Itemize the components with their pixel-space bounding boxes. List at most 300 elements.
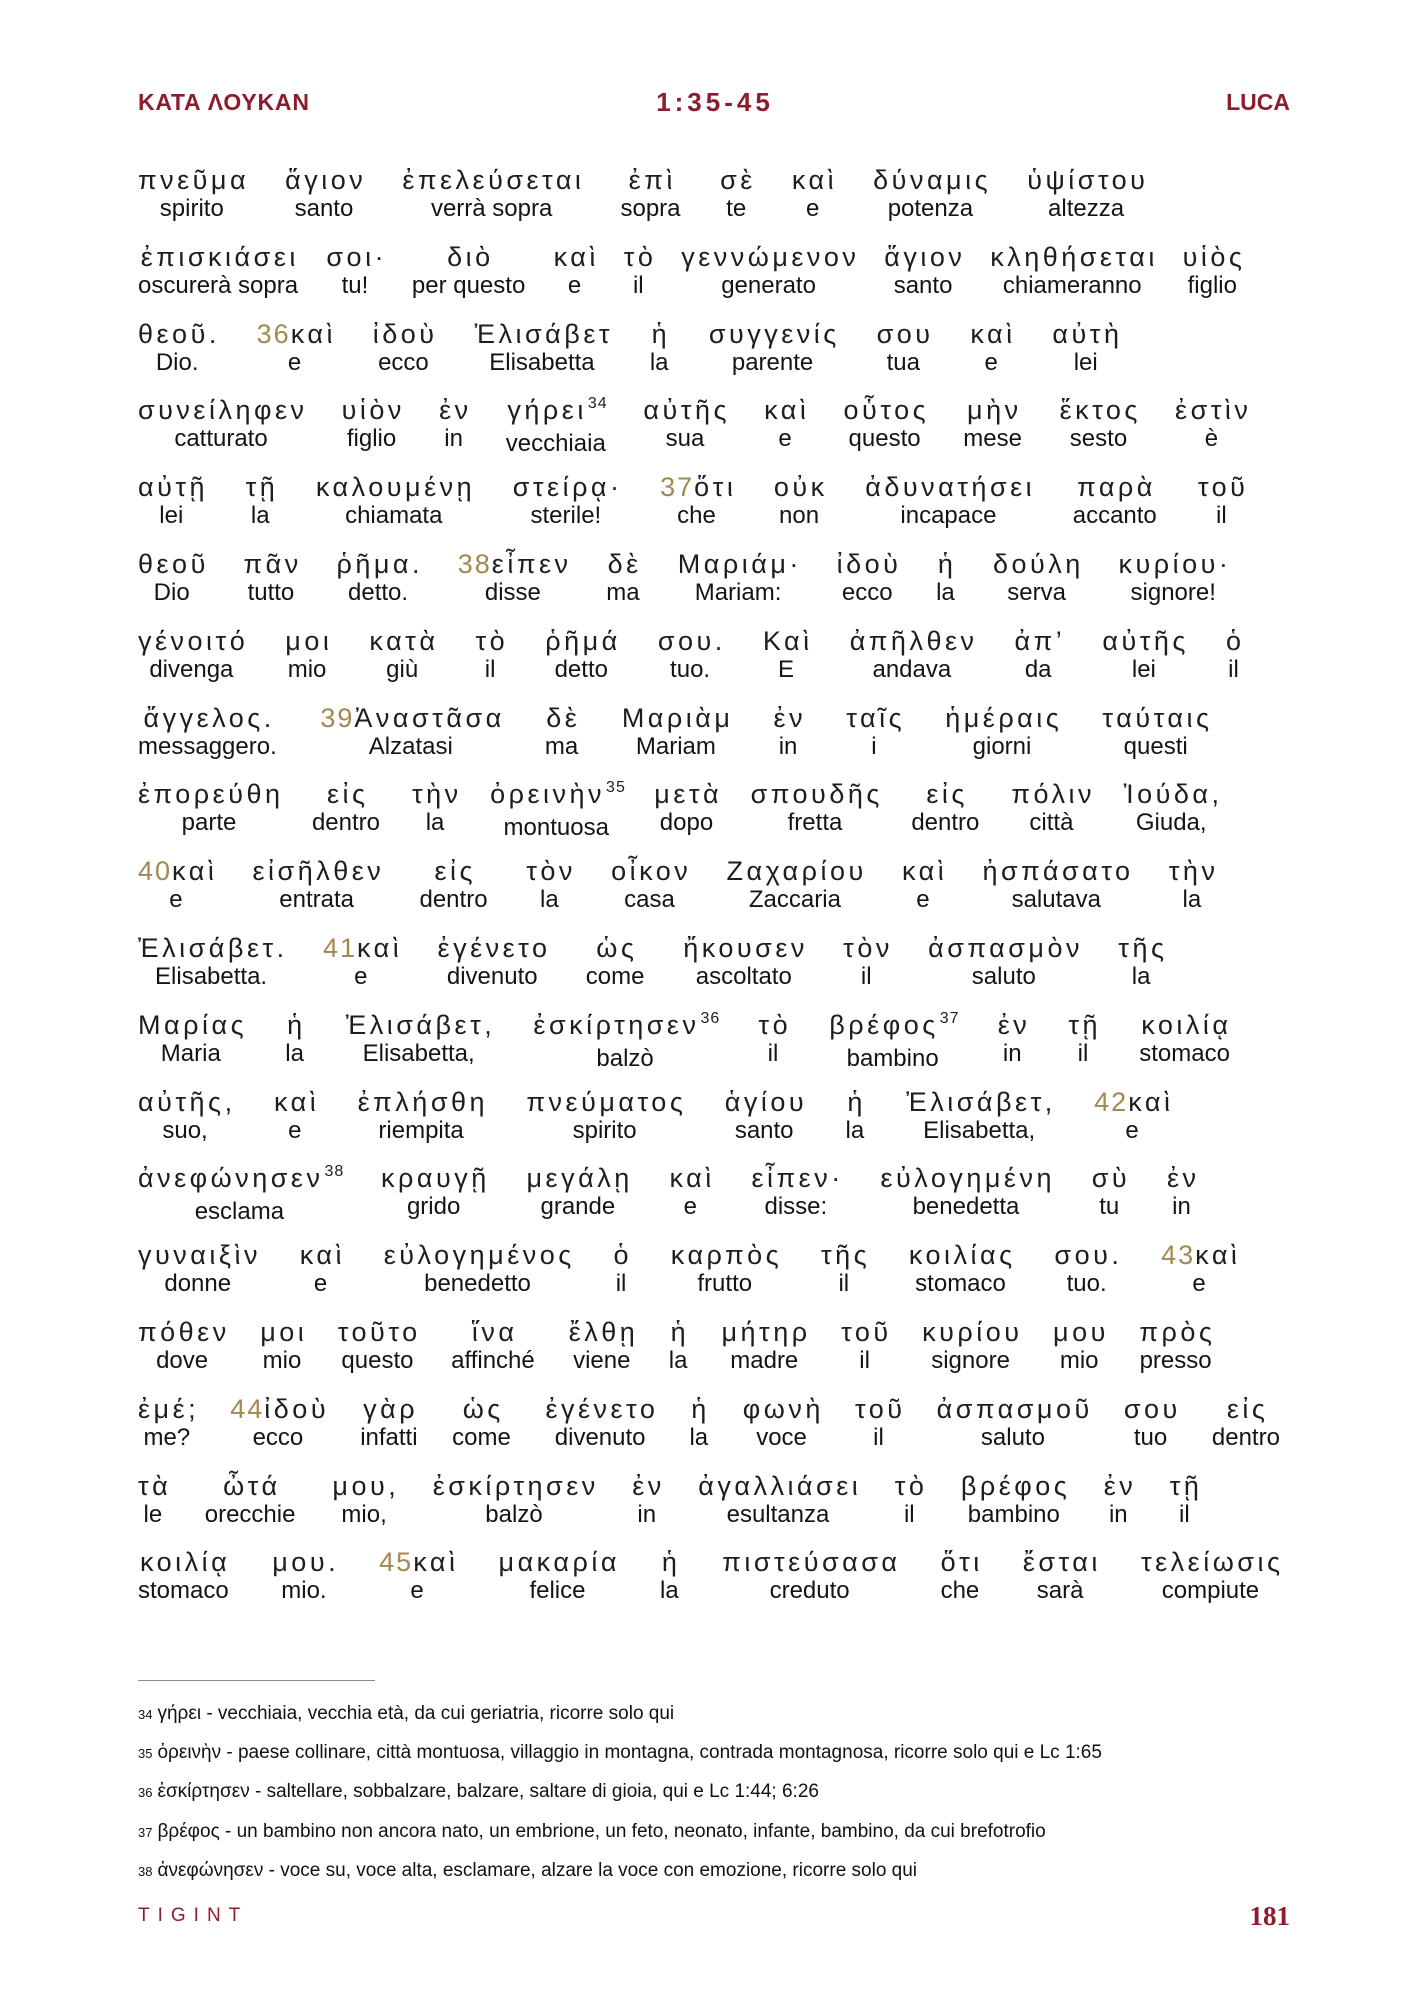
italian-gloss: santo	[734, 1116, 794, 1144]
word-pair	[138, 779, 284, 837]
greek-text: ἐγένετο	[437, 932, 551, 963]
greek-word	[513, 472, 623, 502]
greek-word	[837, 549, 902, 579]
greek-word	[138, 1471, 171, 1501]
interlinear-row	[138, 1547, 1284, 1624]
footnote-text: ἀνεφώνησεν - voce su, voce alta, esclamare, alzare la voce con emozione, ricorre solo qui	[157, 1859, 918, 1881]
italian-gloss: in	[637, 1500, 657, 1528]
greek-word	[926, 779, 968, 809]
italian-gloss: divenuto	[554, 1423, 646, 1451]
greek-text: ὡς	[596, 932, 638, 963]
word-pair	[865, 472, 1036, 530]
footnote	[138, 1695, 1290, 1734]
italian-gloss: me?	[143, 1423, 191, 1451]
greek-text: κοιλίᾳ	[139, 1547, 231, 1578]
italian-gloss: e	[778, 425, 792, 453]
greek-text: στείρᾳ·	[512, 472, 623, 503]
greek-text: ὅτι	[940, 1547, 983, 1578]
greek-word	[1169, 856, 1219, 886]
greek-text: δύναμις	[873, 165, 992, 195]
word-pair	[138, 1163, 345, 1226]
word-pair	[273, 1086, 320, 1144]
italian-gloss: altezza	[1048, 195, 1125, 222]
italian-gloss: il	[859, 1346, 870, 1374]
italian-gloss: e	[806, 195, 820, 222]
italian-gloss: madre	[730, 1346, 799, 1374]
italian-gloss: E	[777, 655, 794, 683]
italian-gloss: Dio	[153, 578, 190, 606]
greek-word	[608, 549, 642, 579]
greek-text: ἡ	[691, 1393, 710, 1424]
italian-gloss: il	[1179, 1500, 1190, 1528]
italian-gloss: verrà sopra	[430, 195, 553, 222]
greek-word	[622, 703, 734, 733]
word-pair	[545, 1393, 659, 1451]
italian-gloss: e	[567, 271, 582, 299]
italian-gloss: entrata	[279, 886, 355, 914]
greek-word	[873, 165, 991, 195]
word-pair	[722, 1547, 901, 1605]
word-pair	[660, 472, 737, 530]
greek-word	[246, 472, 279, 502]
italian-gloss: e	[169, 886, 183, 914]
interlinear-row	[138, 548, 1232, 626]
italian-gloss: e	[288, 1116, 302, 1144]
interlinear-row	[138, 1086, 1174, 1164]
greek-word	[1077, 472, 1156, 502]
greek-word	[751, 779, 883, 809]
greek-text: δὲ	[546, 702, 581, 733]
greek-text: μὴν	[967, 395, 1022, 426]
italian-gloss: viene	[573, 1346, 631, 1374]
greek-word	[1139, 1317, 1215, 1347]
greek-word	[138, 165, 249, 195]
italian-gloss: la	[1182, 886, 1202, 914]
italian-gloss: esclama	[194, 1198, 285, 1226]
italian-gloss: e	[410, 1577, 424, 1605]
greek-text: οἶκον	[611, 856, 692, 887]
footnote-text: βρέφος - un bambino non ancora nato, un embrione, un feto, neonato, infante, bambino, da cui brefotrofio	[157, 1820, 1046, 1842]
italian-gloss: il	[1216, 502, 1227, 530]
word-pair	[992, 548, 1084, 606]
interlinear-row	[138, 1010, 1230, 1087]
greek-text: ἐσκίρτησεν	[533, 1009, 700, 1040]
word-pair	[1053, 1316, 1109, 1374]
greek-text: γὰρ	[363, 1393, 419, 1424]
greek-word	[223, 1471, 280, 1501]
italian-gloss: grido	[406, 1193, 461, 1221]
greek-word	[1068, 1010, 1101, 1040]
italian-gloss: la	[936, 578, 955, 606]
greek-text: ἡ	[670, 1316, 690, 1347]
italian-gloss: la	[689, 1423, 709, 1451]
greek-word	[138, 319, 220, 349]
word-pair	[544, 702, 581, 760]
word-pair	[843, 932, 893, 990]
greek-word	[433, 1471, 599, 1501]
word-pair	[336, 548, 424, 606]
greek-word	[865, 472, 1035, 502]
italian-gloss: mio	[1059, 1346, 1099, 1374]
footnote-ref: 37	[939, 1009, 960, 1027]
greek-text: τοῦ	[841, 1316, 892, 1347]
italian-gloss: sterile!	[530, 502, 602, 530]
greek-word	[138, 395, 308, 425]
word-pair	[970, 318, 1016, 376]
greek-word	[1119, 549, 1232, 579]
greek-word	[691, 1394, 710, 1424]
italian-gloss: Mariam:	[694, 578, 782, 606]
greek-word	[722, 1547, 900, 1577]
word-pair	[657, 625, 726, 683]
word-pair	[742, 1393, 824, 1451]
greek-word	[402, 165, 584, 195]
word-pair	[138, 318, 220, 376]
word-pair	[205, 1471, 296, 1528]
word-pair	[138, 1316, 230, 1374]
italian-gloss: balzò	[596, 1044, 654, 1072]
greek-word	[379, 1547, 458, 1577]
greek-text: τῇ	[245, 472, 279, 503]
greek-text: καὶ	[791, 165, 838, 195]
greek-word	[850, 626, 978, 656]
italian-gloss: la	[539, 886, 559, 914]
word-pair	[773, 472, 828, 530]
word-pair	[138, 856, 218, 914]
greek-text: Ἐλισάβετ.	[138, 932, 288, 963]
verse-number: 38	[457, 548, 492, 579]
word-pair	[402, 165, 585, 222]
greek-word	[300, 1240, 345, 1270]
word-pair	[724, 1086, 808, 1144]
greek-text: ἐμέ;	[138, 1393, 200, 1424]
greek-word	[678, 549, 802, 579]
word-pair	[936, 1393, 1093, 1451]
greek-word	[671, 1240, 782, 1270]
word-pair	[312, 779, 380, 836]
greek-text: ἁγίου	[724, 1086, 808, 1117]
italian-gloss: infatti	[360, 1423, 418, 1451]
greek-text: ῥῆμα.	[336, 548, 424, 579]
greek-word	[611, 856, 691, 886]
italian-gloss: presso	[1139, 1346, 1212, 1374]
greek-word	[138, 933, 288, 963]
greek-text: καὶ	[299, 1240, 345, 1271]
italian-gloss: ecco	[378, 348, 429, 376]
word-pair	[849, 625, 978, 683]
word-pair	[457, 548, 572, 606]
word-pair	[669, 1317, 688, 1374]
greek-text: πᾶν	[243, 548, 302, 579]
italian-gloss: riempita	[378, 1116, 464, 1144]
greek-text: Ἰούδα,	[1123, 779, 1223, 810]
italian-gloss: Dio.	[155, 348, 199, 376]
word-pair	[138, 395, 308, 453]
word-pair	[841, 1316, 892, 1374]
greek-word	[230, 1394, 329, 1424]
italian-gloss: il	[632, 271, 644, 299]
italian-gloss: e	[916, 886, 930, 914]
greek-word	[990, 242, 1158, 272]
greek-word	[138, 549, 209, 579]
italian-gloss: in	[444, 425, 463, 453]
interlinear-row	[138, 1163, 1200, 1240]
greek-word	[937, 1394, 1093, 1424]
greek-word	[941, 1547, 983, 1577]
word-pair	[439, 395, 472, 453]
greek-text: μακαρία	[498, 1547, 620, 1578]
italian-gloss: le	[143, 1500, 163, 1528]
greek-text: ῥῆμά	[545, 625, 621, 656]
word-pair	[708, 318, 840, 376]
italian-gloss: tuo.	[1066, 1270, 1107, 1298]
greek-word	[138, 1010, 247, 1040]
greek-word	[681, 242, 859, 272]
greek-text: ταύταις	[1102, 702, 1213, 733]
greek-word	[499, 1547, 620, 1577]
greek-text: τὰ	[138, 1470, 172, 1501]
italian-gloss: serva	[1007, 578, 1066, 606]
greek-text: ἐπορεύθη	[138, 779, 284, 810]
italian-gloss: il	[838, 1270, 850, 1298]
italian-gloss: Elisabetta,	[362, 1039, 475, 1067]
word-pair	[1182, 241, 1246, 299]
word-pair	[643, 395, 730, 453]
greek-text: ἀγαλλιάσει	[698, 1470, 862, 1501]
word-pair	[1073, 472, 1157, 529]
italian-gloss: dove	[156, 1346, 209, 1374]
interlinear-row	[138, 395, 1252, 472]
italian-gloss: e	[354, 962, 368, 990]
greek-text: ἰδοὺ	[264, 1393, 330, 1424]
greek-text: μου	[1053, 1316, 1109, 1347]
greek-text: ἐσκίρτησεν	[432, 1470, 599, 1501]
greek-word	[140, 1547, 230, 1577]
greek-text: βρέφος	[960, 1470, 1071, 1501]
italian-gloss: che	[940, 1577, 980, 1605]
italian-gloss: divenuto	[446, 962, 538, 990]
greek-text: κατὰ	[369, 625, 439, 656]
greek-word	[967, 395, 1022, 425]
greek-text: ὅτι	[694, 472, 737, 503]
greek-text: ἐγένετο	[545, 1393, 659, 1424]
greek-text: εἰς	[434, 856, 477, 887]
greek-text: καὶ	[902, 856, 948, 887]
greek-word	[327, 779, 369, 809]
greek-text: σοι·	[326, 241, 388, 272]
italian-gloss: ma	[606, 578, 640, 606]
greek-word	[474, 319, 613, 349]
word-pair	[526, 856, 576, 914]
greek-text: ἀπῆλθεν	[849, 625, 978, 656]
greek-word	[332, 1471, 399, 1501]
italian-gloss: detto	[554, 655, 608, 683]
word-pair	[1118, 548, 1232, 606]
greek-word	[821, 1240, 870, 1270]
greek-text: καὶ	[764, 395, 810, 426]
greek-word	[533, 1010, 720, 1045]
word-pair	[526, 1163, 633, 1221]
greek-word	[369, 626, 438, 656]
word-pair	[726, 856, 867, 914]
word-pair	[698, 1470, 862, 1528]
greek-word	[961, 1471, 1070, 1501]
word-pair	[475, 625, 509, 683]
word-pair	[1169, 1470, 1203, 1528]
greek-word	[1227, 1394, 1269, 1424]
greek-word	[138, 1317, 230, 1347]
greek-word	[906, 1087, 1056, 1117]
word-pair	[1166, 1163, 1200, 1221]
italian-gloss: la	[285, 1039, 304, 1067]
greek-text: τὸν	[526, 856, 576, 887]
word-pair	[963, 395, 1022, 452]
page-number: 181	[1249, 1901, 1290, 1931]
word-pair	[322, 932, 403, 990]
italian-gloss: il	[903, 1500, 915, 1528]
italian-gloss: i	[871, 732, 877, 760]
word-pair	[843, 395, 930, 453]
greek-text: πόλιν	[1011, 779, 1095, 810]
italian-gloss: mio	[287, 655, 327, 683]
italian-gloss: affinché	[451, 1346, 535, 1374]
italian-gloss: catturato	[174, 425, 268, 453]
greek-word	[895, 1471, 928, 1501]
italian-gloss: tu	[1099, 1193, 1120, 1221]
greek-text: ἰδοὺ	[372, 318, 438, 349]
greek-word	[1027, 165, 1148, 195]
word-pair	[419, 856, 487, 913]
italian-gloss: te	[726, 195, 747, 222]
word-pair	[750, 779, 883, 837]
italian-gloss: il	[873, 1423, 884, 1451]
word-pair	[138, 472, 209, 530]
italian-gloss: che	[677, 502, 716, 530]
greek-text: Ἀναστᾶσα	[354, 702, 505, 733]
italian-gloss: e	[287, 348, 302, 376]
footnotes	[138, 1695, 1290, 1891]
greek-word	[1011, 779, 1095, 809]
word-pair	[940, 1547, 983, 1605]
italian-gloss: lei	[159, 502, 184, 530]
italian-gloss: chiameranno	[1002, 271, 1142, 299]
word-pair	[138, 1086, 236, 1144]
greek-text: καρπὸς	[670, 1240, 783, 1271]
greek-word	[652, 319, 671, 349]
footnote-number: 35	[138, 1746, 153, 1762]
greek-text: καὶ	[273, 1086, 320, 1117]
interlinear-row	[138, 856, 1219, 933]
word-pair	[381, 1163, 490, 1221]
italian-gloss: mese	[963, 425, 1022, 453]
italian-gloss: da	[1024, 655, 1052, 683]
word-pair	[660, 1547, 679, 1604]
greek-text: αὐτῆς	[643, 395, 730, 426]
word-pair	[906, 1086, 1056, 1144]
word-pair	[345, 1009, 496, 1067]
greek-word	[138, 1163, 344, 1198]
footnote-number: 34	[138, 1707, 153, 1722]
greek-word	[1170, 1471, 1203, 1501]
greek-text: ἀνεφώνησεν	[138, 1163, 324, 1194]
interlinear-row	[138, 165, 1149, 242]
greek-text: ἐπελεύσεται	[402, 165, 585, 195]
greek-text: Ἐλισάβετ,	[906, 1086, 1056, 1117]
italian-gloss: in	[778, 732, 798, 760]
word-pair	[138, 548, 209, 606]
greek-text: ἐν	[632, 1470, 665, 1501]
footnote-ref: 38	[324, 1163, 345, 1181]
italian-gloss: suo,	[162, 1116, 208, 1144]
italian-gloss: questo	[848, 425, 921, 453]
word-pair	[1014, 625, 1066, 683]
greek-text: παρὰ	[1077, 472, 1156, 503]
greek-text: τὸ	[758, 1009, 792, 1040]
word-pair	[372, 318, 438, 376]
word-pair	[762, 625, 813, 683]
italian-gloss: grande	[540, 1193, 616, 1221]
greek-word	[902, 856, 947, 886]
greek-text: καὶ	[356, 932, 403, 963]
greek-word	[660, 472, 736, 502]
footnote	[138, 1852, 1290, 1891]
greek-text: πνεῦμα	[138, 165, 250, 195]
interlinear-row	[138, 1316, 1216, 1394]
greek-word	[846, 703, 905, 733]
word-pair	[545, 625, 621, 683]
word-pair	[1027, 165, 1149, 222]
word-pair	[669, 1163, 715, 1221]
italian-gloss: giù	[386, 655, 419, 683]
word-pair	[299, 1240, 345, 1298]
word-pair	[1102, 625, 1189, 683]
word-pair	[256, 318, 336, 376]
greek-text: μοι	[285, 625, 333, 656]
greek-text: ἡ	[287, 1009, 306, 1040]
word-pair	[1118, 932, 1168, 990]
greek-word	[998, 1010, 1031, 1040]
word-pair	[272, 1547, 340, 1605]
greek-text: εἰς	[326, 779, 369, 810]
word-pair	[138, 1393, 200, 1451]
verse-number: 39	[320, 702, 355, 733]
italian-gloss: questi	[1123, 732, 1188, 760]
word-pair	[138, 165, 250, 222]
greek-word	[342, 395, 405, 425]
greek-text: οὐκ	[773, 472, 828, 503]
greek-word	[257, 319, 336, 349]
word-pair	[960, 1470, 1071, 1528]
greek-text: ἐν	[439, 395, 472, 426]
word-pair	[383, 1240, 575, 1298]
greek-word	[138, 626, 248, 656]
greek-word	[1141, 1547, 1284, 1577]
italian-gloss: disse:	[764, 1193, 828, 1221]
word-pair	[820, 1240, 871, 1298]
word-pair	[1225, 625, 1245, 683]
italian-gloss: in	[1108, 1500, 1128, 1528]
word-pair	[829, 1009, 960, 1072]
italian-gloss: tutto	[247, 578, 295, 606]
greek-word	[338, 1317, 421, 1347]
greek-word	[274, 1087, 319, 1117]
word-pair	[230, 1393, 330, 1451]
greek-text: Ἐλισάβετ	[474, 318, 614, 349]
word-pair	[884, 241, 966, 299]
interlinear-row	[138, 1470, 1203, 1548]
italian-gloss: Alzatasi	[368, 732, 453, 760]
italian-gloss: come	[585, 962, 645, 990]
